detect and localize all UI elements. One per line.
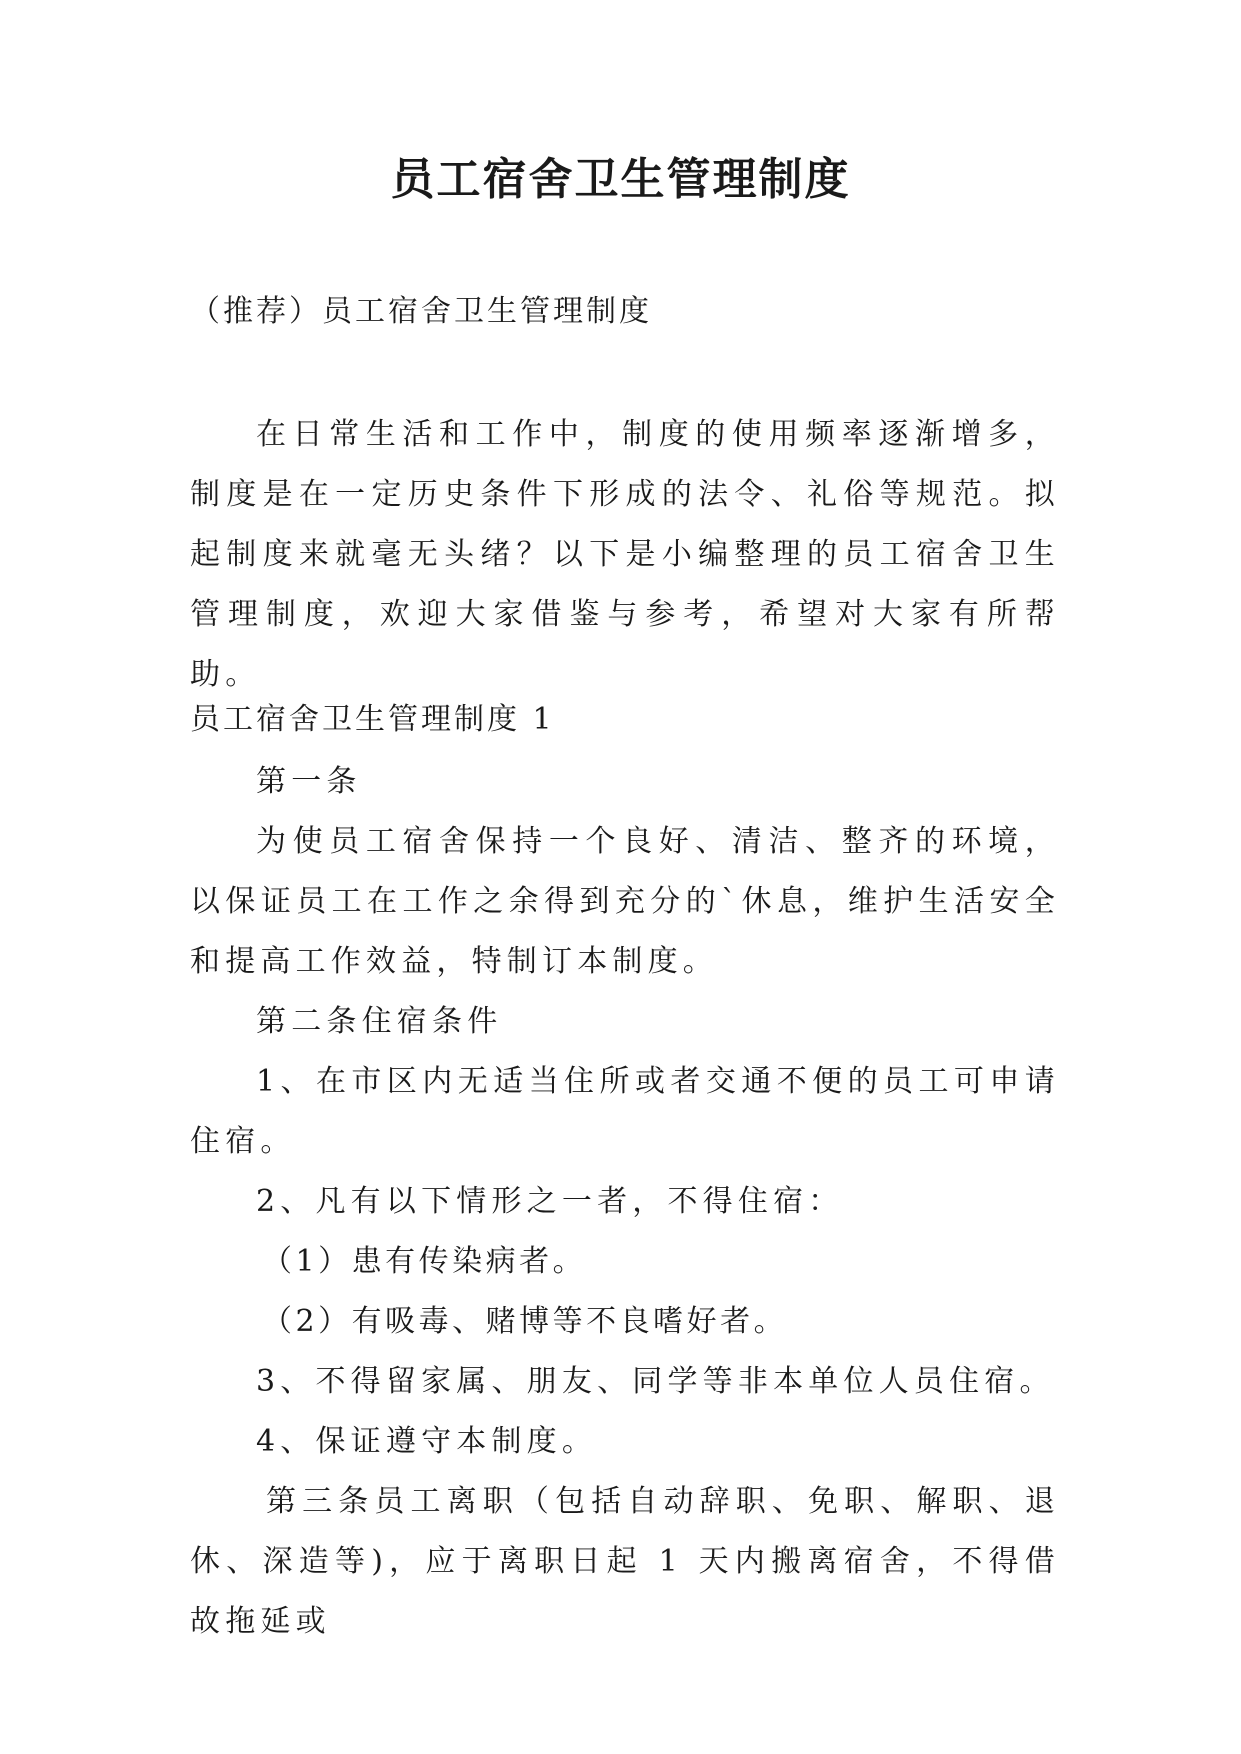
rules-body xyxy=(190,752,1060,1652)
rule-item-2-sub-1: （1）患有传染病者。 xyxy=(262,1244,587,1279)
rule-item-2-sub-2: （2）有吸毒、赌博等不良嗜好者。 xyxy=(262,1304,788,1339)
rule-item-3: 3、不得留家属、朋友、同学等非本单位人员住宿。 xyxy=(256,1364,1055,1399)
article-2-heading: 第二条住宿条件 xyxy=(256,1004,503,1039)
intro-paragraph: 在日常生活和工作中，制度的使用频率逐渐增多，制度是在一定历史条件下形成的法令、礼俗等规范。拟起制度来就毫无头绪？以下是小编整理的员工宿舍卫生管理制度，欢迎大家借鉴与参考，希望对大家有所帮助。 xyxy=(190,417,1060,692)
rule-item-2: 2、凡有以下情形之一者，不得住宿： xyxy=(256,1184,844,1219)
document-title: 员工宿舍卫生管理制度 xyxy=(390,154,851,205)
document-subtitle: （推荐）员工宿舍卫生管理制度 xyxy=(190,294,652,329)
section-heading: 员工宿舍卫生管理制度 1 xyxy=(190,702,555,737)
article-3-text: 第三条员工离职（包括自动辞职、免职、解职、退休、深造等)，应于离职日起 1 天内搬离宿舍，不得借故拖延或 xyxy=(190,1484,1060,1639)
article-1-text: 为使员工宿舍保持一个良好、清洁、整齐的环境，以保证员工在工作之余得到充分的`休息，维护生活安全和提高工作效益，特制订本制度。 xyxy=(190,824,1060,979)
article-1-heading: 第一条 xyxy=(256,764,362,799)
rule-item-4: 4、保证遵守本制度。 xyxy=(256,1424,598,1459)
rule-item-1: 1、在市区内无适当住所或者交通不便的员工可申请住宿。 xyxy=(190,1064,1060,1159)
